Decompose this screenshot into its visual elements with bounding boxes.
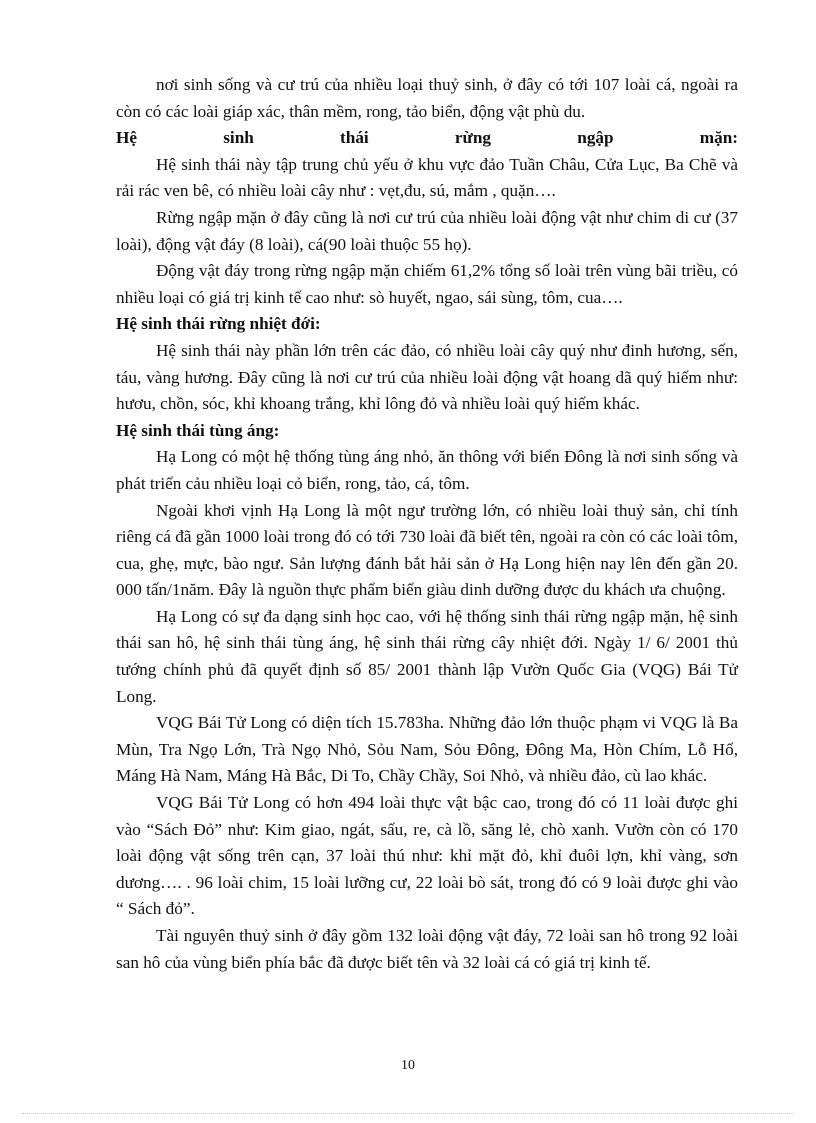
paragraph-intro: nơi sinh sống và cư trú của nhiều loại thuỷ sinh, ở đây có tới 107 loài cá, ngoài ra còn có các loài giáp xác, thân mềm, rong, tảo biển, động vật phù du. bbox=[116, 75, 738, 121]
paragraph-benthic-animals: Động vật đáy trong rừng ngập mặn chiếm 61,2% tổng số loài trên vùng bãi triều, có nhiều loại có giá trị kinh tế cao như: sò huyết, ngao, sái sùng, tôm, cua…. bbox=[116, 261, 738, 307]
paragraph-mangrove-location: Hệ sinh thái này tập trung chủ yếu ở khu vực đảo Tuần Châu, Cửa Lục, Ba Chẽ và rải rác ven bê, có nhiều loài cây như : vẹt,đu, sú, mắm , quặn…. bbox=[116, 154, 738, 201]
paragraph-mangrove-fauna: Rừng ngập mặn ở đây cũng là nơi cư trú của nhiều loài động vật như chim di cư (37 loài), động vật đáy (8 loài), cá(90 loài thuộc 55 họ). bbox=[116, 207, 738, 254]
document-body bbox=[116, 72, 738, 976]
paragraph-tropical-forest: Hệ sinh thái này phần lớn trên các đảo, có nhiều loài cây quý như đinh hương, sến, táu, vàng hương. Đây cũng là nơi cư trú của nhiều loài động vật hoang dã quý hiếm như: hươu, chồn, sóc, khỉ khoang trắng, khỉ lông đỏ và nhiều loài quý hiếm khác. bbox=[116, 340, 738, 414]
paragraph-fishing-ground: Ngoài khơi vịnh Hạ Long là một ngư trường lớn, có nhiều loài thuỷ sản, chỉ tính riêng cá đã gần 1000 loài trong đó có tới 730 loài đã biết tên, ngoài ra còn có các loài tôm, cua, ghẹ, mực, bào ngư. Sản lượng đánh bắt hải sản ở Hạ Long hiện nay lên đến gần 20. 000 tấn/1năm. Đây là nguồn thực phẩm biển giàu dinh dưỡng được du khách ưa chuộng. bbox=[116, 500, 738, 600]
paragraph-national-park-area: VQG Bái Tử Long có diện tích 15.783ha. Những đảo lớn thuộc phạm vi VQG là Ba Mùn, Tra Ngọ Lớn, Trà Ngọ Nhỏ, Sỏu Nam, Sỏu Đông, Đông Ma, Hòn Chím, Lỗ Hố, Máng Hà Nam, Máng Hà Bắc, Di To, Chầy Chầy, Soi Nhỏ, và nhiều đảo, cù lao khác. bbox=[116, 713, 738, 786]
heading-lagoon-ecosystem: Hệ sinh thái tùng áng: bbox=[116, 420, 280, 440]
heading-mangrove-ecosystem: Hệ sinh thái rừng ngập mặn: bbox=[116, 128, 738, 148]
heading-tropical-forest: Hệ sinh thái rừng nhiệt đới: bbox=[116, 314, 321, 334]
paragraph-national-park-species: VQG Bái Tử Long có hơn 494 loài thực vật bậc cao, trong đó có 11 loài được ghi vào “Sách Đỏ” như: Kim giao, ngát, sấu, re, cà lồ, săng lẻ, chò xanh. Vườn còn có 170 loài động vật sống trên cạn, 37 loài thú như: khỉ mặt đỏ, khỉ đuôi lợn, khỉ vàng, sơn dương…. . 96 loài chim, 15 loài lưỡng cư, 22 loài bò sát, trong đó có 9 loài được ghi vào “ Sách đỏ”. bbox=[116, 793, 738, 919]
page-number: 10 bbox=[401, 1058, 415, 1073]
paragraph-biodiversity: Hạ Long có sự đa dạng sinh học cao, với hệ thống sinh thái rừng ngập mặn, hệ sinh thái san hô, hệ sinh thái tùng áng, hệ sinh thái rừng cây nhiệt đới. Ngày 1/ 6/ 2001 thủ tướng chính phủ đã quyết định số 85/ 2001 thành lập Vườn Quốc Gia (VQG) Bái Tử Long. bbox=[116, 606, 738, 706]
paragraph-lagoon: Hạ Long có một hệ thống tùng áng nhỏ, ăn thông với biển Đông là nơi sinh sống và phát triển cảu nhiều loại cỏ biển, rong, tảo, cá, tôm. bbox=[116, 447, 738, 493]
paragraph-aquatic-resources: Tài nguyên thuỷ sinh ở đây gồm 132 loài động vật đáy, 72 loài san hô trong 92 loài san hô của vùng biển phía bắc đã được biết tên và 32 loài cá có giá trị kinh tế. bbox=[116, 926, 738, 972]
footer-divider bbox=[22, 1113, 794, 1114]
